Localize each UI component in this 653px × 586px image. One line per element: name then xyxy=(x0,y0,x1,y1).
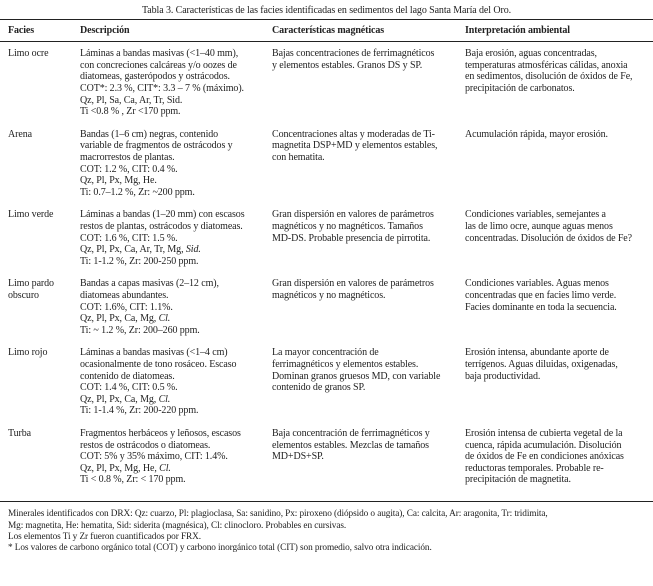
text-segment: Qz, Pl, Px, Mg, He. xyxy=(80,175,157,187)
cell-line: magnéticos y no magnéticos. xyxy=(272,289,386,301)
descripcion-cell xyxy=(80,428,272,486)
cell-line xyxy=(80,187,268,199)
text-segment: Láminas a bandas masivas (<1–4 cm) xyxy=(80,347,228,359)
text-segment: diatomeas, gasterópodos y ostrácodos. xyxy=(80,71,230,83)
text-segment: Bandas (1–6 cm) negras, contenido xyxy=(80,128,219,140)
cell-line: elementos estables. Mezclas de tamaños xyxy=(272,439,429,451)
cell-line xyxy=(80,209,268,221)
cell-line xyxy=(80,175,268,187)
cell-line xyxy=(80,140,268,152)
cell-line: Limo verde xyxy=(8,209,54,221)
text-segment: COT: 5% y 35% máximo, CIT: 1.4%. xyxy=(80,451,228,463)
text-segment: Ti: 1-1.4 %, Zr: 200-220 ppm. xyxy=(80,405,199,417)
descripcion-cell xyxy=(80,347,272,417)
cell-line xyxy=(80,95,268,107)
table-row xyxy=(0,278,653,336)
text-segment: Ti <0.8 % , Zr <170 ppm. xyxy=(80,106,181,118)
header-magneticas: Características magnéticas xyxy=(272,25,385,37)
descripcion-cell xyxy=(80,209,272,267)
text-segment: Ti: 0.7–1.2 %, Zr: ~200 ppm. xyxy=(80,186,195,198)
interpretacion-cell xyxy=(465,428,653,486)
cell-line: contenido de granos SP. xyxy=(272,382,366,394)
magneticas-cell xyxy=(272,209,465,267)
cell-line: las de limo ocre, aunque aguas menos xyxy=(465,221,613,233)
text-segment: contenido de diatomeas. xyxy=(80,370,175,382)
cell-line xyxy=(80,233,268,245)
cell-line xyxy=(80,278,268,290)
cell-line xyxy=(80,440,268,452)
cell-line: Limo pardo xyxy=(8,278,54,290)
facies-cell xyxy=(8,209,80,267)
facies-cell xyxy=(8,48,80,118)
cell-line: Turba xyxy=(8,427,32,439)
cell-line xyxy=(80,451,268,463)
cell-line: magnetita DSP+MD y elementos estables, xyxy=(272,140,438,152)
text-segment: Qz, Pl, Sa, Ca, Ar, Tr, Sid. xyxy=(80,94,183,106)
cell-line: MD-DS. Probable presencia de pirrotita. xyxy=(272,232,431,244)
text-segment: Ti: 1-1.2 %, Zr: 200-250 ppm. xyxy=(80,255,199,267)
cell-line: y elementos estables. Granos DS y SP. xyxy=(272,59,423,71)
cell-line: precipitación de carbonatos. xyxy=(465,83,575,95)
interpretacion-cell xyxy=(465,129,653,199)
italic-mineral: Cl. xyxy=(158,313,171,325)
table-body xyxy=(0,42,653,501)
facies-cell xyxy=(8,347,80,417)
text-segment: Qz, Pl, Px, Ca, Mg, xyxy=(80,313,159,325)
cell-line xyxy=(80,428,268,440)
italic-mineral: Sid. xyxy=(185,244,201,256)
interpretacion-cell xyxy=(465,347,653,417)
cell-line xyxy=(80,290,268,302)
cell-line xyxy=(80,71,268,83)
header-facies: Facies xyxy=(8,25,35,37)
text-segment: COT: 1.2 %, CIT: 0.4 %. xyxy=(80,163,178,175)
text-segment: Bandas a capas masivas (2–12 cm), xyxy=(80,278,219,290)
facies-cell xyxy=(8,428,80,486)
cell-line xyxy=(80,474,268,486)
cell-line xyxy=(80,152,268,164)
magneticas-cell xyxy=(272,278,465,336)
cell-line: Dominan granos gruesos MD, con variable xyxy=(272,370,441,382)
text-segment: con concreciones calcáreas y/o oozes de xyxy=(80,59,237,71)
cell-line xyxy=(80,371,268,383)
text-segment: macrorrestos de plantas. xyxy=(80,152,175,164)
cell-line: concentradas. Disolución de óxidos de Fe? xyxy=(465,232,632,244)
cell-line: cuenca, rápida acumulación. Disolución xyxy=(465,439,622,451)
cell-line: terrígenos. Aguas diluidas, oxigenadas, xyxy=(465,358,618,370)
cell-line: Condiciones variables, semejantes a xyxy=(465,209,606,221)
header-row xyxy=(0,20,653,41)
cell-line: Limo rojo xyxy=(8,347,48,359)
cell-line: baja productividad. xyxy=(465,370,541,382)
cell-line: Limo ocre xyxy=(8,48,49,60)
text-segment: variable de fragmentos de ostrácodos y xyxy=(80,140,233,152)
footnote-minerals-1: Minerales identificados con DRX: Qz: cuarzo, Pl: plagioclasa, Sa: sanidino, Px: piroxeno (diópsido o augita), Ca: calcita, Ar: aragonita, Tr: tridimita, xyxy=(8,509,548,520)
cell-line: MD+DS+SP. xyxy=(272,451,324,463)
header-descripcion: Descripción xyxy=(80,25,130,37)
cell-line: Baja erosión, aguas concentradas, xyxy=(465,48,597,60)
magneticas-cell xyxy=(272,347,465,417)
text-segment: Qz, Pl, Px, Ca, Ar, Tr, Mg, xyxy=(80,244,186,256)
cell-line xyxy=(80,60,268,72)
cell-line: Facies dominante en toda la secuencia. xyxy=(465,301,617,313)
table-row xyxy=(0,209,653,267)
cell-line: Erosión intensa, abundante aporte de xyxy=(465,347,609,359)
cell-line xyxy=(80,313,268,325)
cell-line xyxy=(80,48,268,60)
footnotes xyxy=(0,502,653,559)
cell-line xyxy=(80,405,268,417)
text-segment: diatomeas abundantes. xyxy=(80,289,169,301)
cell-line: obscuro xyxy=(8,289,39,301)
cell-line: concentradas que en facies limo verde. xyxy=(465,289,617,301)
cell-line: de óxidos de Fe en condiciones anóxicas xyxy=(465,451,624,463)
text-segment: Ti < 0.8 %, Zr: < 170 ppm. xyxy=(80,474,186,486)
text-segment: COT*: 2.3 %, CIT*: 3.3 – 7 % (máximo). xyxy=(80,83,244,95)
magneticas-cell xyxy=(272,428,465,486)
text-segment: Fragmentos herbáceos y leñosos, escasos xyxy=(80,427,241,439)
cell-line: Acumulación rápida, mayor erosión. xyxy=(465,128,608,140)
cell-line: Gran dispersión en valores de parámetros xyxy=(272,209,434,221)
cell-line: en sedimentos, disolución de óxidos de Fe, xyxy=(465,71,633,83)
cell-line: precipitación de magnetita. xyxy=(465,474,571,486)
cell-line: Arena xyxy=(8,128,32,140)
cell-line xyxy=(80,347,268,359)
text-segment: COT: 1.4 %, CIT: 0.5 %. xyxy=(80,382,178,394)
interpretacion-cell xyxy=(465,209,653,267)
table-row xyxy=(0,428,653,486)
cell-line xyxy=(80,164,268,176)
cell-line xyxy=(80,83,268,95)
cell-line xyxy=(80,325,268,337)
interpretacion-cell xyxy=(465,48,653,118)
cell-line: Concentraciones altas y moderadas de Ti- xyxy=(272,128,435,140)
facies-cell xyxy=(8,278,80,336)
table-row xyxy=(0,347,653,417)
cell-line: temperaturas atmosféricas cálidas, anoxia xyxy=(465,59,628,71)
text-segment: Láminas a bandas (1–20 mm) con escasos xyxy=(80,209,245,221)
magneticas-cell xyxy=(272,129,465,199)
text-segment: Ti: ~ 1.2 %, Zr: 200–260 ppm. xyxy=(80,324,200,336)
text-segment: restos de ostrácodos o diatomeas. xyxy=(80,439,211,451)
text-segment: ocasionalmente de tono rosáceo. Escaso xyxy=(80,358,237,370)
cell-line: Condiciones variables. Aguas menos xyxy=(465,278,609,290)
cell-line: La mayor concentración de xyxy=(272,347,379,359)
cell-line xyxy=(80,302,268,314)
descripcion-cell xyxy=(80,278,272,336)
text-segment: COT: 1.6 %, CIT: 1.5 %. xyxy=(80,232,178,244)
cell-line: Erosión intensa de cubierta vegetal de la xyxy=(465,427,623,439)
text-segment: Láminas a bandas masivas (<1–40 mm), xyxy=(80,48,239,60)
cell-line xyxy=(80,129,268,141)
cell-line xyxy=(80,244,268,256)
footnote-minerals-2: Mg: magnetita, He: hematita, Sid: siderita (magnésica), Cl: clinocloro. Probables en cursivas. xyxy=(8,520,347,531)
header-interpretacion: Interpretación ambiental xyxy=(465,25,570,37)
table-row xyxy=(0,48,653,118)
cell-line: magnéticos y no magnéticos. Tamaños xyxy=(272,221,423,233)
cell-line xyxy=(80,256,268,268)
text-segment: Qz, Pl, Px, Ca, Mg, xyxy=(80,393,159,405)
cell-line xyxy=(80,463,268,475)
cell-line: Baja concentración de ferrimagnéticos y xyxy=(272,427,430,439)
cell-line xyxy=(80,382,268,394)
cell-line xyxy=(80,359,268,371)
cell-line: Bajas concentraciones de ferrimagnéticos xyxy=(272,48,435,60)
facies-cell xyxy=(8,129,80,199)
interpretacion-cell xyxy=(465,278,653,336)
footnote-frx: Los elementos Ti y Zr fueron cuantificados por FRX. xyxy=(8,532,201,542)
descripcion-cell xyxy=(80,48,272,118)
table-row xyxy=(0,129,653,199)
magneticas-cell xyxy=(272,48,465,118)
italic-mineral: Cl. xyxy=(159,462,171,474)
cell-line: reductoras temporales. Probable re- xyxy=(465,462,604,474)
cell-line: con hematita. xyxy=(272,152,325,164)
table-caption: Tabla 3. Características de las facies identificadas en sedimentos del lago Santa María del Oro. xyxy=(141,5,511,16)
cell-line xyxy=(80,106,268,118)
cell-line: Gran dispersión en valores de parámetros xyxy=(272,278,434,290)
cell-line xyxy=(80,394,268,406)
footnote-cot-cit: * Los valores de carbono orgánico total (COT) y carbono inorgánico total (CIT) son promedio, salvo otra indicación. xyxy=(8,543,432,554)
cell-line: ferrimagnéticos y elementos estables. xyxy=(272,358,419,370)
text-segment: COT: 1.6%, CIT: 1.1%. xyxy=(80,301,173,313)
text-segment: Qz, Pl, Px, Mg, He, xyxy=(80,462,160,474)
descripcion-cell xyxy=(80,129,272,199)
cell-line xyxy=(80,221,268,233)
text-segment: restos de plantas, ostrácodos y diatomeas. xyxy=(80,221,243,233)
italic-mineral: Cl. xyxy=(158,393,171,405)
